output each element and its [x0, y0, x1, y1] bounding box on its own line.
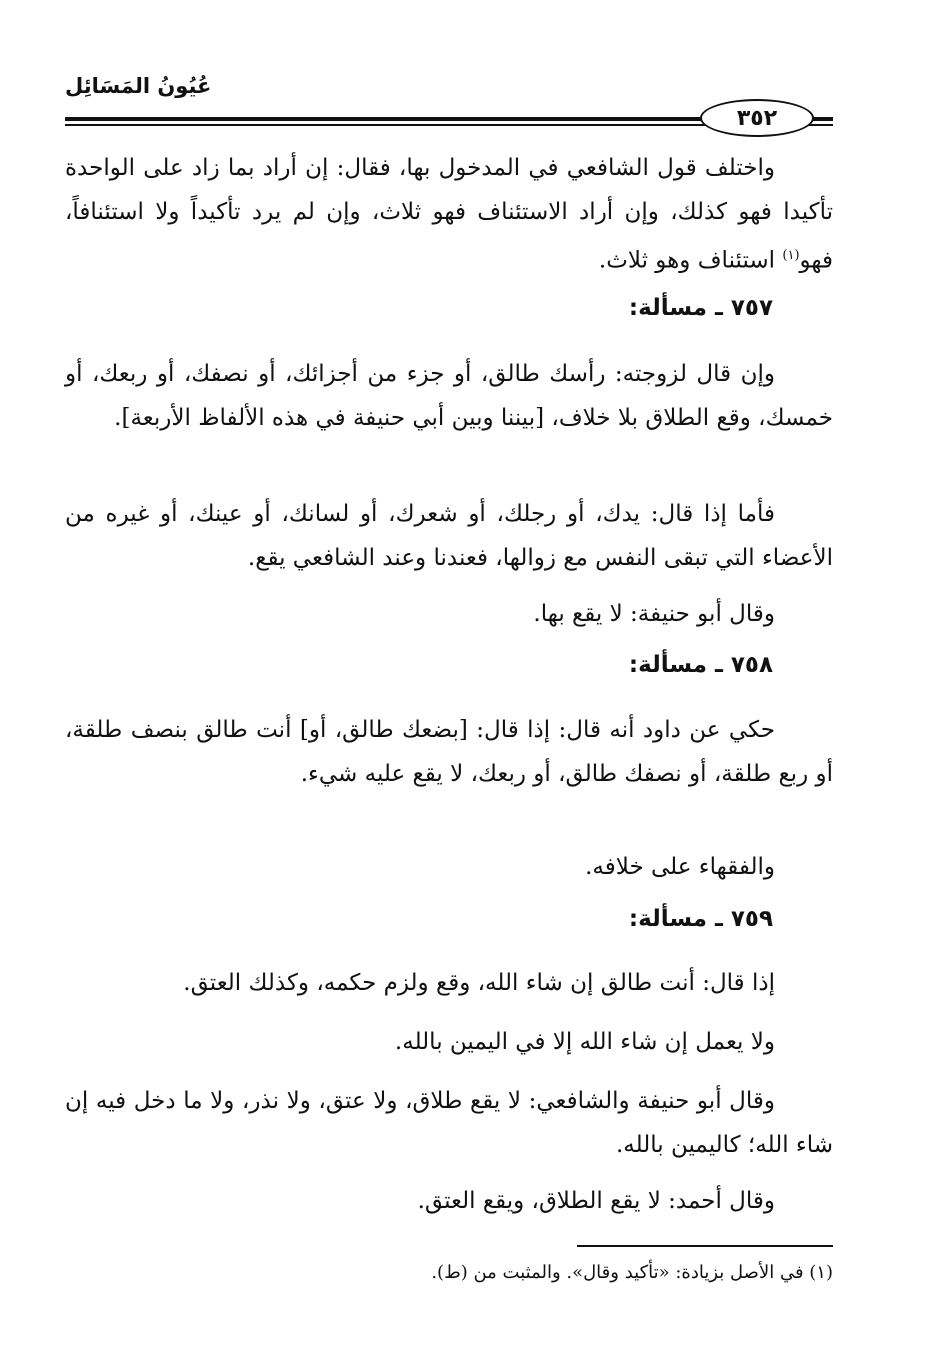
paragraph-1-end: استئناف وهو ثلاث.: [598, 247, 783, 274]
paragraph-7: [65, 961, 833, 1005]
paragraph-3-text: فأما إذا قال: يدك، أو رجلك، أو شعرك، أو لسانك، أو عينك، أو غيره من الأعضاء التي تبقى النفس مع زوالها، فعندنا وعند الشافعي يقع.: [65, 501, 833, 571]
issue-759-heading: ٧٥٩ ـ مسألة:: [628, 906, 773, 932]
issue-757-heading: ٧٥٧ ـ مسألة:: [628, 295, 773, 321]
footnote-ref: (١): [782, 248, 800, 263]
paragraph-9-text: وقال أبو حنيفة والشافعي: لا يقع طلاق، ولا عتق، ولا نذر، ولا ما دخل فيه إن شاء الله؛ كاليمين بالله.: [65, 1088, 833, 1158]
paragraph-5: [65, 708, 833, 796]
footnote: (١) في الأصل بزيادة: «تأكيد وقال». والمثبت من (ط).: [431, 1262, 833, 1283]
issue-758-heading: ٧٥٨ ـ مسألة:: [628, 652, 773, 678]
running-title: عُيُونُ المَسَائِل: [65, 74, 212, 98]
paragraph-10-text: وقال أحمد: لا يقع الطلاق، ويقع العتق.: [417, 1188, 775, 1214]
paragraph-2: [65, 352, 833, 440]
footnote-rule: [577, 1245, 833, 1247]
paragraph-2-text: وإن قال لزوجته: رأسك طالق، أو جزء من أجزائك، أو نصفك، أو ربعك، أو خمسك، وقع الطلاق بلا خلاف، [بيننا وبين أبي حنيفة في هذه الألفاظ الأربعة].: [65, 361, 833, 431]
paragraph-7-text: إذا قال: أنت طالق إن شاء الله، وقع ولزم حكمه، وكذلك العتق.: [183, 970, 775, 996]
paragraph-8-text: ولا يعمل إن شاء الله إلا في اليمين بالله.: [394, 1029, 775, 1055]
paragraph-1: [65, 146, 833, 283]
paragraph-6-text: والفقهاء على خلافه.: [585, 854, 775, 880]
paragraph-3: [65, 492, 833, 580]
paragraph-9: [65, 1079, 833, 1167]
paragraph-10: [65, 1179, 833, 1223]
paragraph-4-text: وقال أبو حنيفة: لا يقع بها.: [533, 601, 775, 627]
paragraph-1-text: واختلف قول الشافعي في المدخول بها، فقال: إن أراد بما زاد على الواحدة تأكيدا فهو كذلك، وإن أراد الاستئناف فهو ثلاث، وإن لم يرد تأكيداً ولا استئنافاً، فهو: [65, 155, 833, 274]
paragraph-5-text: حكي عن داود أنه قال: إذا قال: [بضعك طالق، أو] أنت طالق بنصف طلقة، أو ربع طلقة، أو نصفك طالق، أو ربعك، لا يقع عليه شيء.: [65, 717, 833, 787]
paragraph-6: [65, 845, 833, 889]
paragraph-4: [65, 592, 833, 636]
page-number: ٣٥٢: [700, 99, 814, 137]
paragraph-8: [65, 1020, 833, 1064]
